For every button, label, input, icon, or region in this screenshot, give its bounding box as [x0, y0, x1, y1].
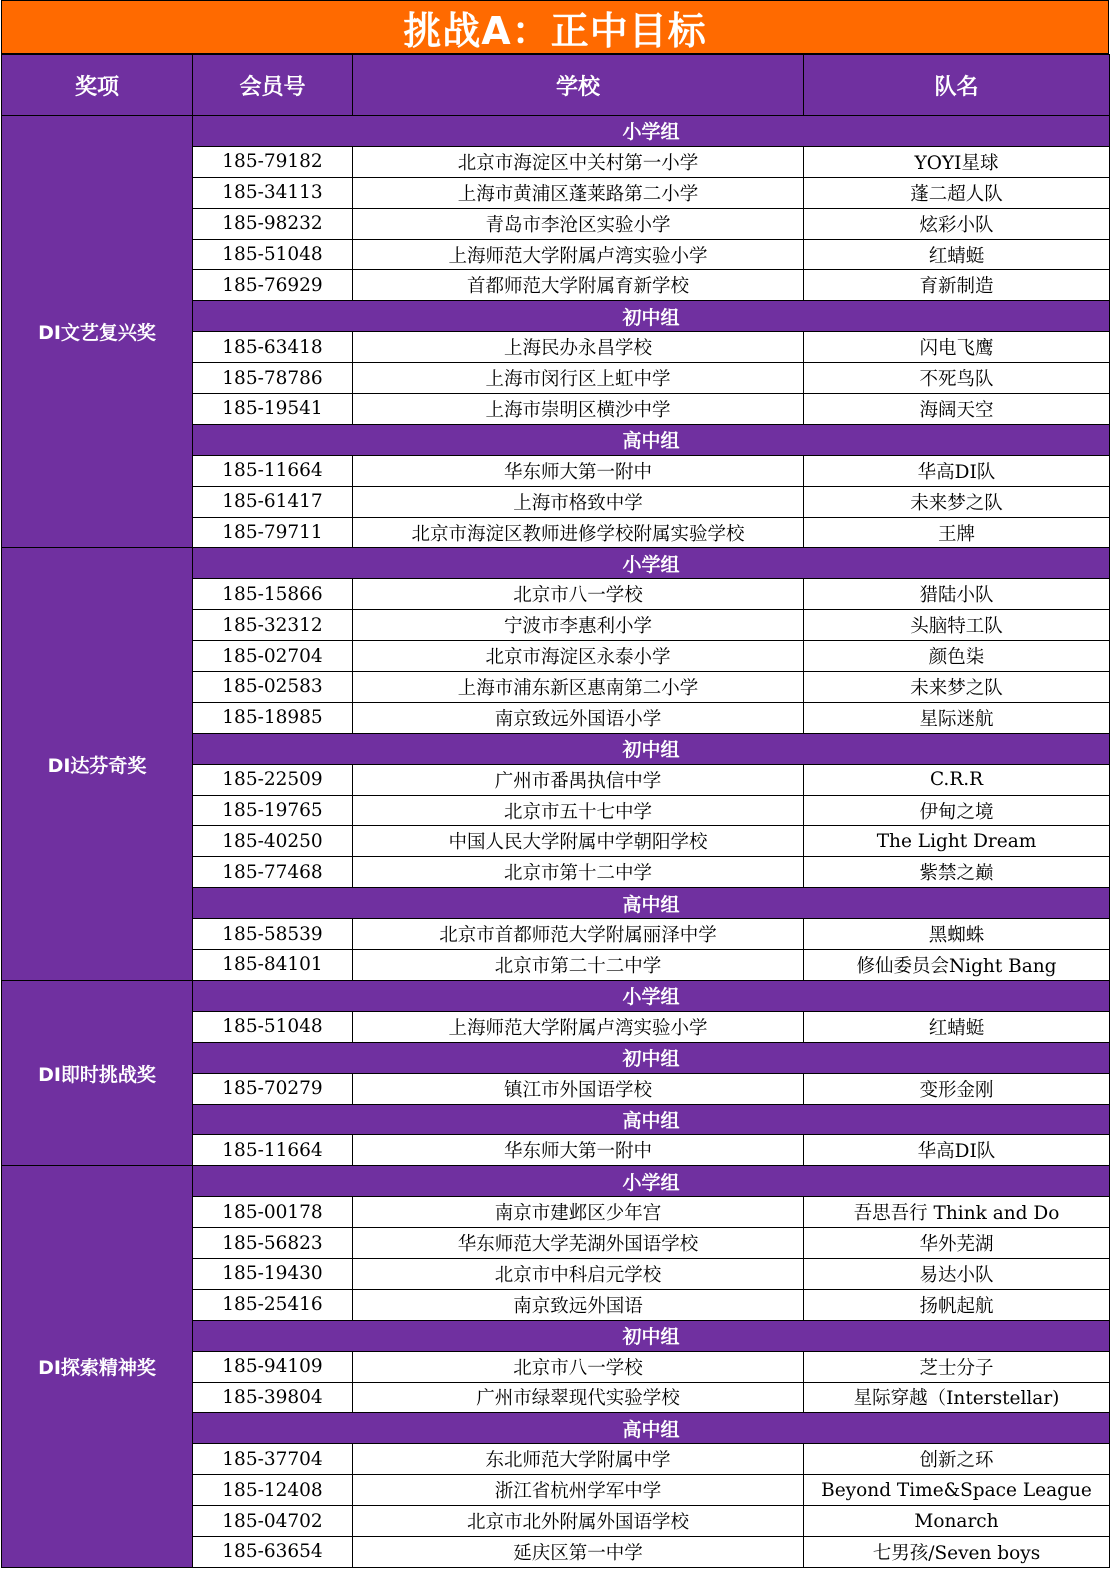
school-cell: 华东师大第一附中: [353, 455, 804, 486]
award-name: DI达芬奇奖: [2, 548, 193, 980]
member-id-cell: 185-78786: [193, 363, 353, 394]
team-cell: 华高DI队: [804, 455, 1110, 486]
school-cell: 上海市闵行区上虹中学: [353, 363, 804, 394]
group-label: 小学组: [193, 116, 1110, 147]
member-id-cell: 185-51048: [193, 1011, 353, 1042]
group-header-row: [2, 548, 1110, 579]
school-cell: 延庆区第一中学: [353, 1536, 804, 1567]
results-body: [2, 116, 1110, 1568]
member-id-cell: 185-63654: [193, 1536, 353, 1567]
school-cell: 北京市首都师范大学附属丽泽中学: [353, 919, 804, 950]
school-cell: 北京市海淀区中关村第一小学: [353, 146, 804, 177]
member-id-cell: 185-94109: [193, 1351, 353, 1382]
member-id-cell: 185-77468: [193, 857, 353, 888]
header-award: 奖项: [2, 55, 193, 116]
team-cell: 不死鸟队: [804, 363, 1110, 394]
member-id-cell: 185-98232: [193, 208, 353, 239]
member-id-cell: 185-00178: [193, 1197, 353, 1228]
member-id-cell: 185-79711: [193, 517, 353, 548]
member-id-cell: 185-22509: [193, 764, 353, 795]
team-cell: Monarch: [804, 1506, 1110, 1537]
team-cell: 扬帆起航: [804, 1289, 1110, 1320]
group-label: 初中组: [193, 1320, 1110, 1351]
school-cell: 上海市黄浦区蓬莱路第二小学: [353, 177, 804, 208]
member-id-cell: 185-18985: [193, 702, 353, 733]
group-label: 小学组: [193, 980, 1110, 1011]
team-cell: 王牌: [804, 517, 1110, 548]
school-cell: 北京市八一学校: [353, 579, 804, 610]
school-cell: 首都师范大学附属育新学校: [353, 270, 804, 301]
member-id-cell: 185-11664: [193, 455, 353, 486]
member-id-cell: 185-02583: [193, 672, 353, 703]
member-id-cell: 185-76929: [193, 270, 353, 301]
team-cell: 头脑特工队: [804, 610, 1110, 641]
team-cell: 吾思吾行 Think and Do: [804, 1197, 1110, 1228]
group-label: 初中组: [193, 301, 1110, 332]
group-header-row: [2, 1166, 1110, 1197]
team-cell: 伊甸之境: [804, 795, 1110, 826]
award-name: DI文艺复兴奖: [2, 116, 193, 548]
team-cell: 创新之环: [804, 1444, 1110, 1475]
member-id-cell: 185-39804: [193, 1382, 353, 1413]
team-cell: YOYI星球: [804, 146, 1110, 177]
member-id-cell: 185-40250: [193, 826, 353, 857]
member-id-cell: 185-02704: [193, 641, 353, 672]
group-label: 小学组: [193, 1166, 1110, 1197]
school-cell: 华东师范大学芜湖外国语学校: [353, 1228, 804, 1259]
team-cell: 猎陆小队: [804, 579, 1110, 610]
school-cell: 北京市北外附属外国语学校: [353, 1506, 804, 1537]
results-table: [1, 54, 1110, 1568]
team-cell: 七男孩/Seven boys: [804, 1536, 1110, 1567]
member-id-cell: 185-04702: [193, 1506, 353, 1537]
school-cell: 北京市第二十二中学: [353, 950, 804, 981]
school-cell: 北京市海淀区教师进修学校附属实验学校: [353, 517, 804, 548]
team-cell: 蓬二超人队: [804, 177, 1110, 208]
team-cell: 未来梦之队: [804, 672, 1110, 703]
member-id-cell: 185-34113: [193, 177, 353, 208]
team-cell: 红蜻蜓: [804, 239, 1110, 270]
school-cell: 中国人民大学附属中学朝阳学校: [353, 826, 804, 857]
team-cell: 修仙委员会Night Bang: [804, 950, 1110, 981]
member-id-cell: 185-11664: [193, 1135, 353, 1166]
team-cell: 炫彩小队: [804, 208, 1110, 239]
group-label: 初中组: [193, 1042, 1110, 1073]
group-header-row: [2, 116, 1110, 147]
team-cell: The Light Dream: [804, 826, 1110, 857]
team-cell: 华外芜湖: [804, 1228, 1110, 1259]
school-cell: 南京致远外国语: [353, 1289, 804, 1320]
school-cell: 华东师大第一附中: [353, 1135, 804, 1166]
team-cell: 变形金刚: [804, 1073, 1110, 1104]
member-id-cell: 185-19541: [193, 394, 353, 425]
member-id-cell: 185-70279: [193, 1073, 353, 1104]
school-cell: 青岛市李沧区实验小学: [353, 208, 804, 239]
member-id-cell: 185-32312: [193, 610, 353, 641]
school-cell: 上海市崇明区横沙中学: [353, 394, 804, 425]
member-id-cell: 185-56823: [193, 1228, 353, 1259]
school-cell: 东北师范大学附属中学: [353, 1444, 804, 1475]
team-cell: 黑蜘蛛: [804, 919, 1110, 950]
member-id-cell: 185-51048: [193, 239, 353, 270]
school-cell: 镇江市外国语学校: [353, 1073, 804, 1104]
member-id-cell: 185-63418: [193, 332, 353, 363]
member-id-cell: 185-37704: [193, 1444, 353, 1475]
award-name: DI即时挑战奖: [2, 980, 193, 1165]
school-cell: 南京市建邺区少年宫: [353, 1197, 804, 1228]
team-cell: 海阔天空: [804, 394, 1110, 425]
member-id-cell: 185-58539: [193, 919, 353, 950]
header-school: 学校: [353, 55, 804, 116]
school-cell: 上海师范大学附属卢湾实验小学: [353, 1011, 804, 1042]
school-cell: 宁波市李惠利小学: [353, 610, 804, 641]
member-id-cell: 185-84101: [193, 950, 353, 981]
member-id-cell: 185-19430: [193, 1258, 353, 1289]
header-row: [2, 55, 1110, 116]
school-cell: 广州市番禺执信中学: [353, 764, 804, 795]
member-id-cell: 185-25416: [193, 1289, 353, 1320]
team-cell: 星际迷航: [804, 702, 1110, 733]
school-cell: 北京市中科启元学校: [353, 1258, 804, 1289]
group-header-row: [2, 980, 1110, 1011]
school-cell: 上海市浦东新区惠南第二小学: [353, 672, 804, 703]
team-cell: 未来梦之队: [804, 486, 1110, 517]
member-id-cell: 185-15866: [193, 579, 353, 610]
team-cell: 闪电飞鹰: [804, 332, 1110, 363]
header-member-id: 会员号: [193, 55, 353, 116]
team-cell: 紫禁之巅: [804, 857, 1110, 888]
team-cell: 华高DI队: [804, 1135, 1110, 1166]
school-cell: 浙江省杭州学军中学: [353, 1475, 804, 1506]
team-cell: 颜色柒: [804, 641, 1110, 672]
school-cell: 北京市八一学校: [353, 1351, 804, 1382]
header-team: 队名: [804, 55, 1110, 116]
team-cell: 育新制造: [804, 270, 1110, 301]
member-id-cell: 185-12408: [193, 1475, 353, 1506]
member-id-cell: 185-19765: [193, 795, 353, 826]
group-label: 高中组: [193, 424, 1110, 455]
group-label: 初中组: [193, 733, 1110, 764]
group-label: 小学组: [193, 548, 1110, 579]
school-cell: 上海师范大学附属卢湾实验小学: [353, 239, 804, 270]
team-cell: 芝士分子: [804, 1351, 1110, 1382]
school-cell: 上海市格致中学: [353, 486, 804, 517]
team-cell: 红蜻蜓: [804, 1011, 1110, 1042]
group-label: 高中组: [193, 1104, 1110, 1135]
award-name: DI探索精神奖: [2, 1166, 193, 1568]
member-id-cell: 185-79182: [193, 146, 353, 177]
team-cell: 星际穿越（Interstellar): [804, 1382, 1110, 1413]
team-cell: 易达小队: [804, 1258, 1110, 1289]
school-cell: 上海民办永昌学校: [353, 332, 804, 363]
school-cell: 北京市海淀区永泰小学: [353, 641, 804, 672]
school-cell: 北京市五十七中学: [353, 795, 804, 826]
member-id-cell: 185-61417: [193, 486, 353, 517]
group-label: 高中组: [193, 1413, 1110, 1444]
school-cell: 北京市第十二中学: [353, 857, 804, 888]
team-cell: Beyond Time&Space League: [804, 1475, 1110, 1506]
results-sheet: [1, 0, 1109, 1568]
school-cell: 广州市绿翠现代实验学校: [353, 1382, 804, 1413]
team-cell: C.R.R: [804, 764, 1110, 795]
sheet-title: 挑战A：正中目标: [1, 0, 1109, 54]
school-cell: 南京致远外国语小学: [353, 702, 804, 733]
group-label: 高中组: [193, 888, 1110, 919]
